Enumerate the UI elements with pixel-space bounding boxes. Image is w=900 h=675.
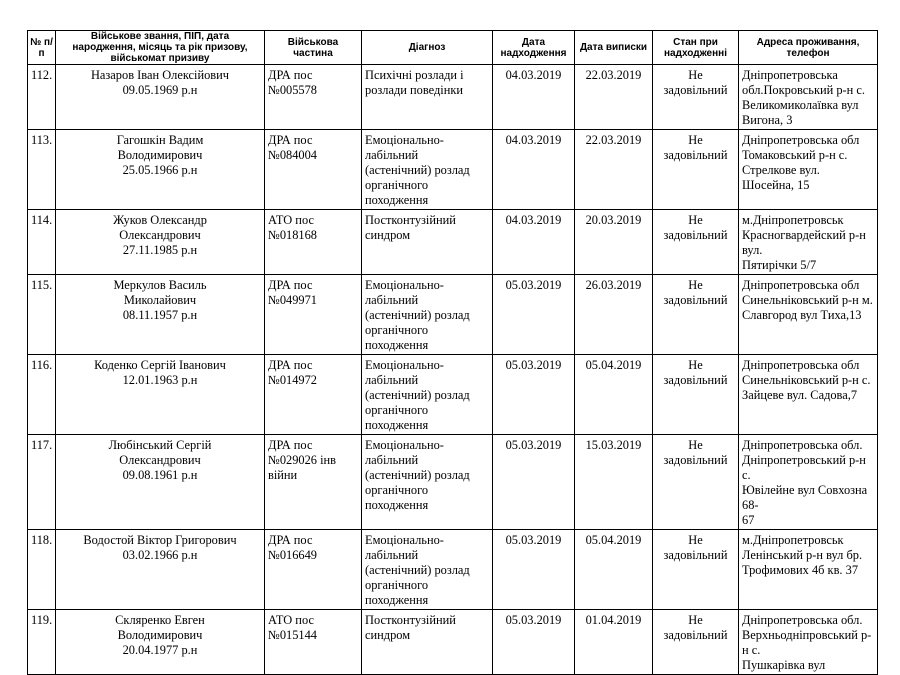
cell-state-line: Не [688, 278, 703, 292]
cell-state-line: задовільний [663, 148, 728, 162]
cell-diagnosis-line: Емоціонально- [365, 278, 444, 292]
cell-discharged: 22.03.2019 [575, 130, 653, 210]
header-state: Стан при надходженні [653, 31, 739, 65]
cell-state-line: Не [688, 133, 703, 147]
cell-state [653, 435, 739, 530]
cell-state-line: задовільний [663, 628, 728, 642]
table-row [28, 130, 878, 210]
cell-person-line: 12.01.1963 р.н [122, 373, 198, 387]
cell-address-line: Славгород вул Тиха,13 [742, 308, 862, 322]
cell-diagnosis-line: (астенічний) розлад [365, 468, 470, 482]
cell-unit-line: війни [268, 468, 298, 482]
cell-address-line: Трофимових 4б кв. 37 [742, 563, 859, 577]
cell-discharged: 05.04.2019 [575, 355, 653, 435]
cell-person-line: Володимирович [117, 148, 203, 162]
table-body [28, 65, 878, 675]
cell-discharged: 05.04.2019 [575, 530, 653, 610]
table-row [28, 275, 878, 355]
cell-address-line: Дніпропетровська обл. [742, 438, 863, 452]
cell-state-line: задовільний [663, 293, 728, 307]
cell-num: 114. [28, 210, 56, 275]
cell-diagnosis [362, 210, 493, 275]
cell-person-line: 09.05.1969 р.н [122, 83, 198, 97]
header-address: Адреса проживання, телефон [739, 31, 878, 65]
cell-address-line: м.Дніпропетровськ [742, 213, 844, 227]
cell-unit-line: №029026 інв [268, 453, 337, 467]
cell-diagnosis-line: (астенічний) розлад [365, 163, 470, 177]
cell-address-line: Вигона, 3 [742, 113, 793, 127]
cell-person [56, 435, 265, 530]
table-row [28, 210, 878, 275]
cell-unit-line: №018168 [268, 228, 317, 242]
cell-state-line: задовільний [663, 453, 728, 467]
cell-discharged: 20.03.2019 [575, 210, 653, 275]
cell-diagnosis-line: походження [365, 593, 429, 607]
cell-state-line: Не [688, 438, 703, 452]
cell-unit-line: АТО пос [268, 613, 314, 627]
cell-diagnosis-line: органічного [365, 403, 429, 417]
cell-person-line: Коденко Сергій Іванович [94, 358, 226, 372]
cell-admitted: 05.03.2019 [493, 610, 575, 675]
cell-diagnosis-line: Постконтузійний [365, 613, 456, 627]
cell-person-line: 03.02.1966 р.н [122, 548, 198, 562]
cell-unit [265, 275, 362, 355]
cell-diagnosis-line: Емоціонально- [365, 438, 444, 452]
table-row [28, 530, 878, 610]
cell-unit-line: АТО пос [268, 213, 314, 227]
cell-num: 115. [28, 275, 56, 355]
cell-person [56, 65, 265, 130]
cell-num: 118. [28, 530, 56, 610]
cell-admitted: 05.03.2019 [493, 355, 575, 435]
cell-unit [265, 435, 362, 530]
cell-person [56, 610, 265, 675]
cell-address-line: Пятирічки 5/7 [742, 258, 817, 272]
cell-address-line: обл.Покровський р-н с. [742, 83, 865, 97]
cell-state-line: Не [688, 613, 703, 627]
cell-diagnosis-line: (астенічний) розлад [365, 308, 470, 322]
cell-diagnosis-line: Психічні розлади і [365, 68, 464, 82]
table-header-row [28, 31, 878, 65]
cell-unit [265, 610, 362, 675]
cell-diagnosis-line: (астенічний) розлад [365, 563, 470, 577]
cell-address [739, 355, 878, 435]
cell-diagnosis-line: органічного [365, 323, 429, 337]
cell-diagnosis-line: органічного [365, 178, 429, 192]
cell-unit [265, 355, 362, 435]
cell-admitted: 05.03.2019 [493, 435, 575, 530]
cell-address [739, 610, 878, 675]
cell-person-line: Володимирович [117, 628, 203, 642]
cell-diagnosis-line: розлади поведінки [365, 83, 463, 97]
cell-diagnosis-line: (астенічний) розлад [365, 388, 470, 402]
cell-state [653, 610, 739, 675]
cell-state [653, 65, 739, 130]
cell-address-line: Дніпропетровська обл. [742, 613, 863, 627]
cell-person-line: 09.08.1961 р.н [122, 468, 198, 482]
header-admitted: Дата надходження [493, 31, 575, 65]
cell-unit-line: ДРА пос [268, 438, 313, 452]
cell-admitted: 05.03.2019 [493, 275, 575, 355]
cell-state-line: Не [688, 533, 703, 547]
cell-unit-line: №016649 [268, 548, 317, 562]
cell-unit-line: №015144 [268, 628, 317, 642]
cell-diagnosis [362, 530, 493, 610]
cell-unit-line: ДРА пос [268, 68, 313, 82]
cell-diagnosis [362, 275, 493, 355]
cell-address [739, 210, 878, 275]
cell-num: 112. [28, 65, 56, 130]
cell-state-line: задовільний [663, 83, 728, 97]
cell-diagnosis [362, 355, 493, 435]
cell-state [653, 210, 739, 275]
cell-state-line: Не [688, 213, 703, 227]
cell-address-line: Дніпропетровська обл [742, 358, 860, 372]
cell-diagnosis-line: лабільний [365, 548, 419, 562]
header-person: Військове звання, ПІП, дата народження, місяць та рік призову, військомат призиву [56, 31, 265, 65]
cell-address [739, 435, 878, 530]
document-page [27, 30, 877, 675]
cell-diagnosis-line: Постконтузійний [365, 213, 456, 227]
cell-address-line: Дніпропетровська обл [742, 133, 860, 147]
cell-person-line: Миколайович [123, 293, 197, 307]
cell-person-line: 25.05.1966 р.н [122, 163, 198, 177]
cell-state-line: задовільний [663, 228, 728, 242]
cell-address [739, 275, 878, 355]
cell-diagnosis-line: синдром [365, 228, 411, 242]
cell-discharged: 26.03.2019 [575, 275, 653, 355]
cell-state [653, 275, 739, 355]
header-discharged: Дата виписки [575, 31, 653, 65]
cell-person [56, 130, 265, 210]
cell-address-line: Красногвардейский р-н вул. [742, 228, 866, 257]
cell-admitted: 04.03.2019 [493, 210, 575, 275]
cell-discharged: 22.03.2019 [575, 65, 653, 130]
cell-diagnosis-line: походження [365, 498, 429, 512]
cell-unit [265, 130, 362, 210]
cell-address [739, 130, 878, 210]
cell-address [739, 65, 878, 130]
cell-address-line: Великомиколаївка вул [742, 98, 859, 112]
cell-person [56, 210, 265, 275]
cell-diagnosis-line: Емоціонально- [365, 133, 444, 147]
cell-address-line: Томаковський р-н с. [742, 148, 848, 162]
patients-register-table [27, 30, 878, 675]
cell-address-line: Стрелкове вул. Шосейна, 15 [742, 163, 820, 192]
cell-diagnosis-line: органічного [365, 578, 429, 592]
cell-discharged: 01.04.2019 [575, 610, 653, 675]
cell-admitted: 05.03.2019 [493, 530, 575, 610]
cell-person [56, 275, 265, 355]
cell-address-line: Пушкарівка вул [742, 658, 826, 672]
cell-state [653, 530, 739, 610]
cell-address-line: Дніпропетровська обл [742, 278, 860, 292]
cell-unit-line: ДРА пос [268, 358, 313, 372]
cell-admitted: 04.03.2019 [493, 130, 575, 210]
cell-person-line: 20.04.1977 р.н [122, 643, 198, 657]
cell-address-line: Дніпропетровська [742, 68, 838, 82]
cell-state-line: Не [688, 358, 703, 372]
cell-diagnosis [362, 435, 493, 530]
cell-person-line: Олександрович [119, 228, 201, 242]
cell-state [653, 355, 739, 435]
cell-num: 113. [28, 130, 56, 210]
cell-unit [265, 210, 362, 275]
cell-admitted: 04.03.2019 [493, 65, 575, 130]
cell-address-line: м.Дніпропетровськ [742, 533, 844, 547]
cell-state-line: задовільний [663, 373, 728, 387]
cell-person-line: Меркулов Василь [113, 278, 207, 292]
cell-diagnosis-line: лабільний [365, 293, 419, 307]
table-row [28, 435, 878, 530]
cell-unit-line: ДРА пос [268, 133, 313, 147]
cell-unit-line: №014972 [268, 373, 317, 387]
cell-person-line: Водостой Віктор Григорович [83, 533, 237, 547]
cell-unit-line: ДРА пос [268, 278, 313, 292]
cell-unit [265, 530, 362, 610]
cell-person-line: Скляренко Евген [115, 613, 205, 627]
cell-person-line: 08.11.1957 р.н [122, 308, 198, 322]
cell-diagnosis-line: лабільний [365, 453, 419, 467]
cell-num: 116. [28, 355, 56, 435]
header-num: № п/п [28, 31, 56, 65]
cell-person-line: Олександрович [119, 453, 201, 467]
table-row [28, 65, 878, 130]
cell-unit-line: №049971 [268, 293, 317, 307]
cell-diagnosis [362, 610, 493, 675]
cell-num: 117. [28, 435, 56, 530]
cell-address-line: Ювілейне вул Совхозна 68- [742, 483, 868, 512]
cell-address-line: Синельніковський р-н с. [742, 373, 871, 387]
cell-diagnosis-line: Емоціонально- [365, 533, 444, 547]
cell-diagnosis-line: лабільний [365, 373, 419, 387]
cell-address-line: Зайцеве вул. Садова,7 [742, 388, 858, 402]
cell-person-line: Любінський Сергій [108, 438, 212, 452]
cell-state-line: Не [688, 68, 703, 82]
cell-person-line: 27.11.1985 р.н [122, 243, 198, 257]
cell-state-line: задовільний [663, 548, 728, 562]
cell-unit-line: №005578 [268, 83, 317, 97]
cell-unit-line: №084004 [268, 148, 317, 162]
cell-diagnosis-line: лабільний [365, 148, 419, 162]
cell-person [56, 530, 265, 610]
cell-address-line: Ленінський р-н вул бр. [742, 548, 863, 562]
cell-address-line: 67 [742, 513, 755, 527]
cell-address [739, 530, 878, 610]
cell-discharged: 15.03.2019 [575, 435, 653, 530]
cell-unit-line: ДРА пос [268, 533, 313, 547]
cell-num: 119. [28, 610, 56, 675]
header-unit: Військова частина [265, 31, 362, 65]
cell-person [56, 355, 265, 435]
cell-person-line: Гагошкін Вадим [116, 133, 204, 147]
cell-diagnosis-line: походження [365, 338, 429, 352]
cell-diagnosis-line: походження [365, 418, 429, 432]
cell-unit [265, 65, 362, 130]
table-row [28, 610, 878, 675]
cell-state [653, 130, 739, 210]
cell-person-line: Жуков Олександр [113, 213, 207, 227]
cell-person-line: Назаров Іван Олексійович [90, 68, 230, 82]
cell-address-line: Дніпропетровський р-н с. [742, 453, 866, 482]
cell-diagnosis-line: Емоціонально- [365, 358, 444, 372]
header-diagnosis: Діагноз [362, 31, 493, 65]
cell-diagnosis [362, 130, 493, 210]
cell-address-line: Синельніковський р-н м. [742, 293, 873, 307]
cell-diagnosis [362, 65, 493, 130]
cell-diagnosis-line: органічного [365, 483, 429, 497]
cell-diagnosis-line: походження [365, 193, 429, 207]
cell-diagnosis-line: синдром [365, 628, 411, 642]
cell-address-line: Верхньодніпровський р-н с. [742, 628, 872, 657]
table-row [28, 355, 878, 435]
